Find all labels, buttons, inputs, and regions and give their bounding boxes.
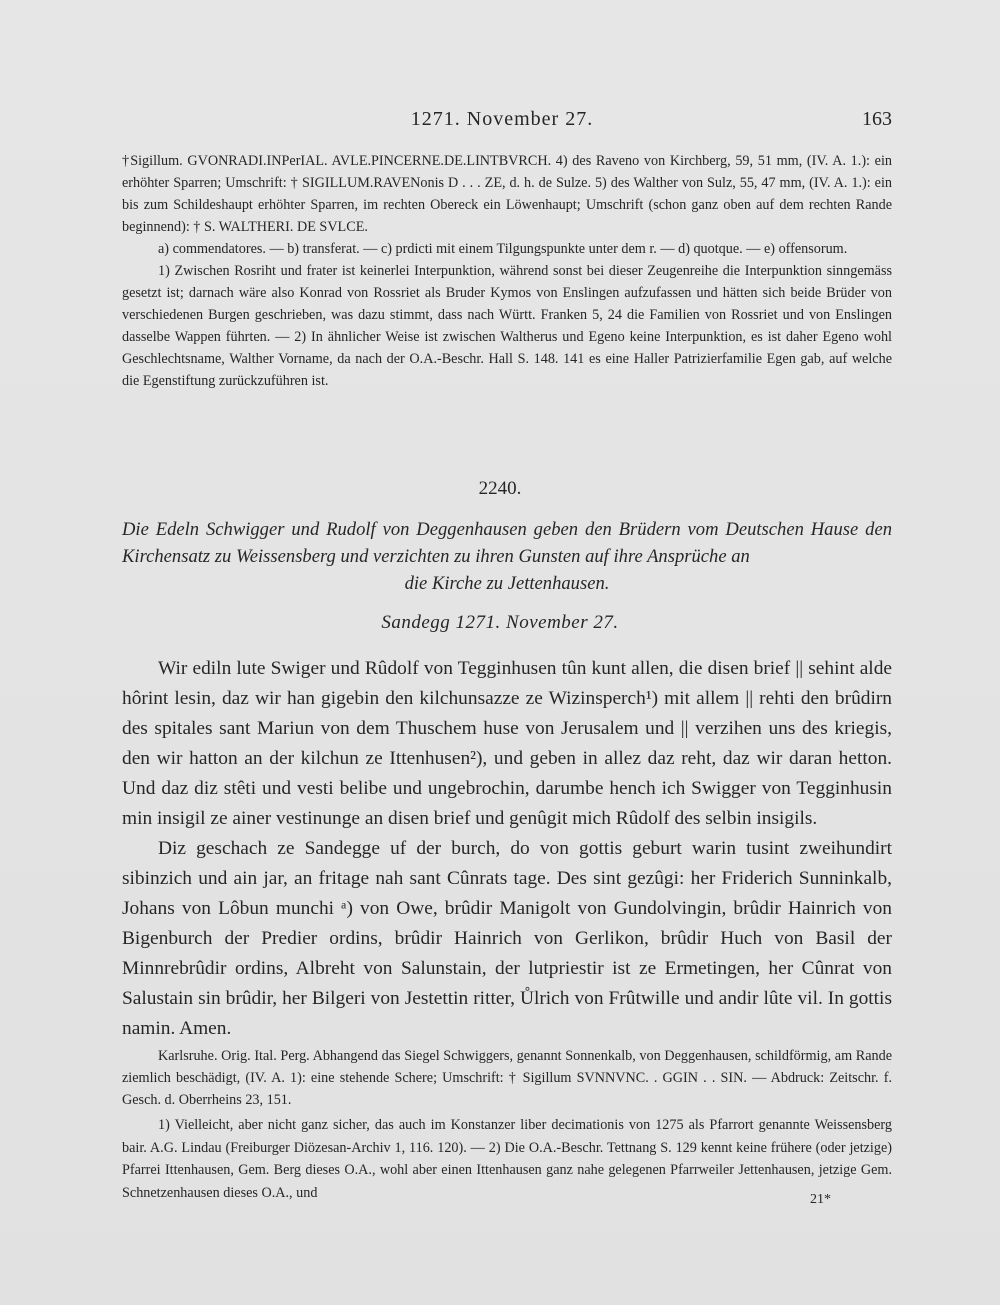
source-note: [122, 1045, 892, 1111]
regest-text: Die Edeln Schwigger und Rudolf von Deggenhausen geben den Brüdern vom Deutschen Hause den Kirchensatz zu Weissensberg und verzichten zu ihren Gunsten auf ihre Ansprüche an: [122, 519, 892, 567]
charter-paragraph: Diz geschach ze Sandegge uf der burch, do von gottis geburt warin tusint zweihundirt sibinzich und ain jar, an fritage nah sant Cûnrats tage. Des sint gezûgi: her Friderich Sunninkalb, Johans von Lôbun munchi ᵃ) von Owe, brûdir Manigolt von Gundolvingin, brûdir Hainrich von Bigenburch der Predier ordins, brûdir Hainrich von Gerlikon, brûdir Huch von Basil der Minnrebrûdir ordins, Albreht von Salunstain, der lutpriestir ist ze Ermetingen, her Cûnrat von Salustain sin brûdir, her Bilgeri von Jestettin ritter, Ůlrich von Frûtwille und andir lûte vil. In gottis namin. Amen.: [122, 838, 892, 1039]
previous-footnotes: 1) Zwischen Rosriht und frater ist keinerlei Interpunktion, während sonst bei dieser Zeugenreihe die Interpunktion sinngemäss gesetzt ist; darnach wäre also Konrad von Rossriet als Bruder Kymos von Enslingen aufzufassen und hätten sich beide Brüder von verschiedenen Burgen geschrieben, was dazu stimmt, dass nach Württ. Franken 5, 24 die Familien von Rossriet und von Enslingen dasselbe Wappen führten. — 2) In ähnlicher Weise ist zwischen Waltherus und Egeno keine Interpunktion, es ist daher Egeno wohl Geschlechtsname, Walther Vorname, da nach der O.A.-Beschr. Hall S. 148. 141 es eine Haller Patrizierfamilie Egen gab, auf welche die Egenstiftung zurückzuführen ist.: [122, 263, 892, 389]
source-note-text: Karlsruhe. Orig. Ital. Perg. Abhangend das Siegel Schwiggers, genannt Sonnenkalb, von Deggenhausen, schildförmig, am Rande ziemlich beschädigt, (IV. A. 1): eine stehende Schere; Umschrift: † Sigillum SVNNVNC. . GGIN . . SIN. — Abdruck: Zeitschr. f. Gesch. d. Oberrheins 23, 151.: [122, 1048, 892, 1108]
printer-signature-mark: 21*: [810, 1192, 831, 1207]
text-variants-note: a) commendatores. — b) transferat. — c) prdicti mit einem Tilgungspunkte unter dem r. — d) quotque. — e) offensorum.: [158, 241, 848, 257]
running-title: 1271. November 27.: [410, 108, 594, 130]
footnotes-text: 1) Vielleicht, aber nicht ganz sicher, das auch im Konstanzer liber decimationis von 1275 als Pfarrort genannte Weissensberg bair. A.G. Lindau (Freiburger Diözesan-Archiv 1, 116. 120). — 2) Die O.A.-Beschr. Tettnang S. 129 kennt keine frühere (oder jetzige) Pfarrei Ittenhausen, Gem. Berg dieses O.A., wohl aber einen Ittenhausen ganz nahe gelegenen Pfarrweiler Jettenhausen, jetzige Gem. Schnetzenhausen dieses O.A., und: [122, 1117, 892, 1201]
document-dateline: Sandegg 1271. November 27.: [381, 612, 619, 633]
regest-summary: [122, 516, 892, 597]
document-number: 2240.: [478, 478, 522, 499]
regest-text-last-line: die Kirche zu Jettenhausen.: [404, 573, 610, 594]
footnotes: [122, 1114, 892, 1204]
seal-description: †Sigillum. GVONRADI.INPerIAL. AVLE.PINCERNE.DE.LINTBVRCH. 4) des Raveno von Kirchberg, 59, 51 mm, (IV. A. 1.): ein erhöhter Sparren; Umschrift: † SIGILLUM.RAVENonis D . . . ZE, d. h. de Sulze. 5) des Walther von Sulz, 55, 47 mm, (IV. A. 1.): ein bis zum Schildeshaupt erhöhter Sparren, im rechten Obereck ein Löwenhaupt; Umschrift (schon ganz oben auf dem rechten Rande beginnend): † S. WALTHERI. DE SVLCE.: [122, 153, 892, 235]
page-number: 163: [862, 108, 892, 130]
previous-document-notes: [122, 150, 892, 392]
charter-paragraph: Wir ediln lute Swiger und Rûdolf von Tegginhusen tûn kunt allen, die disen brief || sehint alde hôrint lesin, daz wir han gigebin den kilchunsazze ze Wizinsperch¹) mit allem || rehti den brûdirn des spitales sant Mariun von dem Thuschem huse von Jerusalem und || verzihen uns des kriegis, den wir hatton an der kilchun ze Ittenhusen²), und geben in allez daz reht, daz wir daran hetton. Und daz diz stêti und vesti belibe und ungebrochin, darumbe hench ich Swigger von Tegginhusin min insigil ze ainer vestinunge an disen brief und genûgit mich Rûdolf des selbin insigils.: [122, 658, 892, 829]
charter-text: [122, 654, 892, 1044]
page-header: [112, 108, 892, 138]
